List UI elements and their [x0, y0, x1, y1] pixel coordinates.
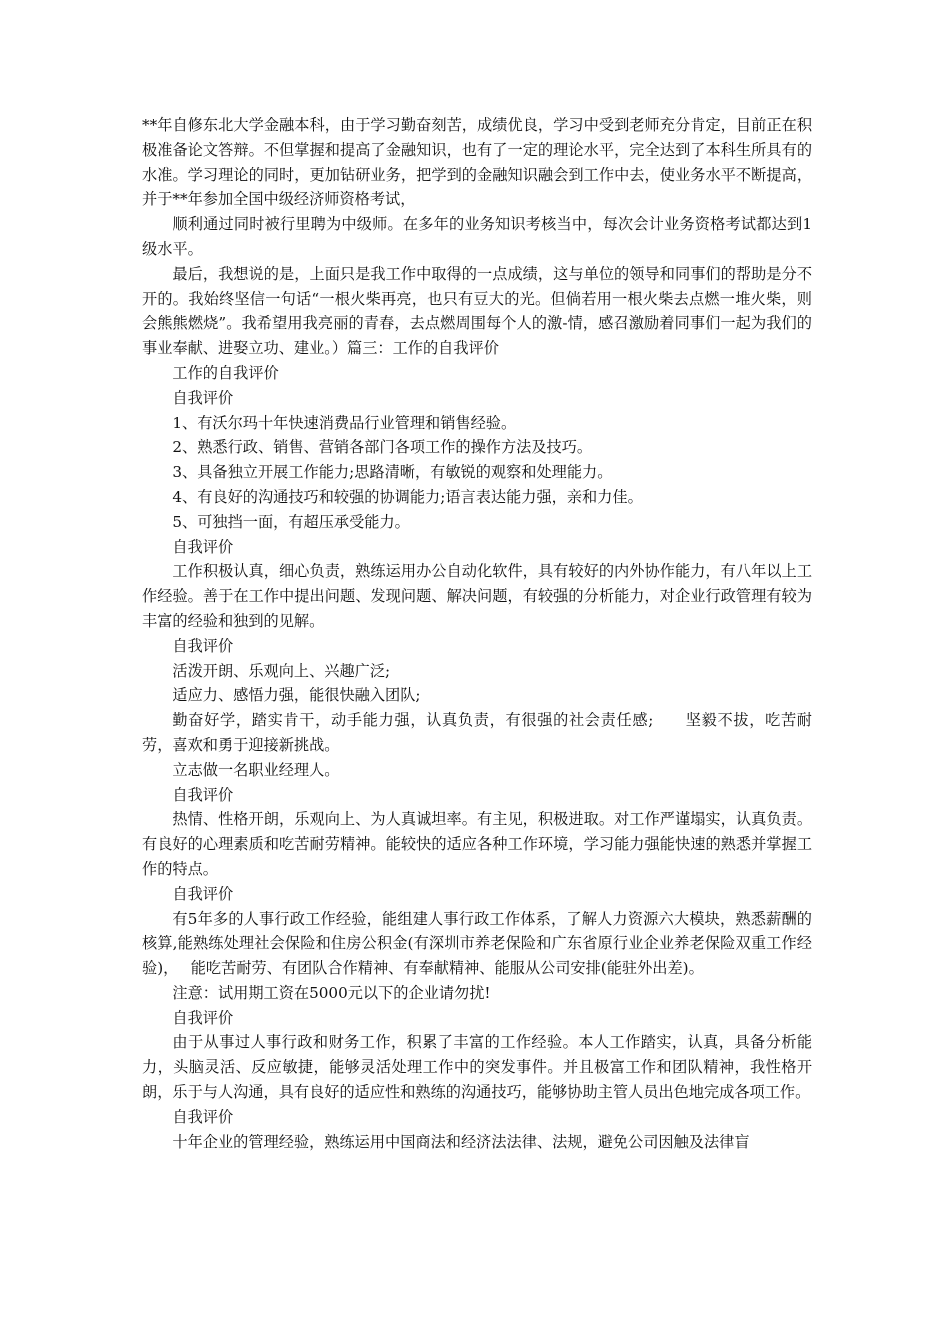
list-item: 4、有良好的沟通技巧和较强的协调能力;语言表达能力强，亲和力佳。: [172, 487, 643, 506]
paragraph: 活泼开朗、乐观向上、兴趣广泛;: [172, 661, 391, 680]
list-item: 5、可独挡一面，有超压承受能力。: [172, 512, 410, 531]
section-heading: 自我评价: [172, 1107, 234, 1126]
paragraph: 有5年多的人事行政工作经验，能组建人事行政工作体系，了解人力资源六大模块，熟悉薪酬的核算,能熟练处理社会保险和住房公积金(有深圳市养老保险和广东省原行业企业养老保险双重工作经验)， 能吃苦耐劳、有团队合作精神、有奉献精神、能服从公司安排(能驻外出差)。: [142, 909, 812, 978]
section-heading: 自我评价: [172, 636, 234, 655]
paragraph-1: **年自修东北大学金融本科，由于学习勤奋刻苦，成绩优良，学习中受到老师充分肯定，目前正在积极准备论文答辩。不但掌握和提高了金融知识，也有了一定的理论水平，完全达到了本科生所具有的水准。学习理论的同时，更加钻研业务，把学到的金融知识融会到工作中去，使业务水平不断提高，并于**年参加全国中级经济师资格考试，: [142, 116, 812, 209]
list-item: 2、熟悉行政、销售、营销各部门各项工作的操作方法及技巧。: [172, 438, 593, 457]
paragraph: 热情、性格开朗，乐观向上、为人真诚坦率。有主见，积极进取。对工作严谨塌实，认真负责。有良好的心理素质和吃苦耐劳精神。能较快的适应各种工作环境，学习能力强能快速的熟悉并掌握工作的特点。: [142, 810, 812, 878]
list-item: 3、具备独立开展工作能力;思路清晰，有敏锐的观察和处理能力。: [172, 463, 613, 482]
section-heading: 自我评价: [172, 884, 234, 903]
section-heading: 自我评价: [172, 785, 234, 804]
section-heading: 自我评价: [172, 1008, 234, 1027]
notice: 注意：试用期工资在5000元以下的企业请勿扰!: [172, 983, 491, 1002]
list-item: 1、有沃尔玛十年快速消费品行业管理和销售经验。: [172, 413, 517, 432]
section-heading: 自我评价: [172, 537, 234, 556]
section-title: 工作的自我评价: [172, 363, 279, 382]
paragraph: 立志做一名职业经理人。: [172, 760, 340, 779]
document-body: [142, 113, 812, 1154]
paragraph-2: 顺利通过同时被行里聘为中级师。在多年的业务知识考核当中，每次会计业务资格考试都达到1级水平。: [142, 215, 812, 258]
paragraph: 十年企业的管理经验，熟练运用中国商法和经济法法律、法规，避免公司因触及法律盲: [172, 1132, 750, 1151]
paragraph: 勤奋好学，踏实肯干，动手能力强，认真负责，有很强的社会责任感; 坚毅不拔，吃苦耐劳，喜欢和勇于迎接新挑战。: [142, 711, 812, 754]
paragraph: 工作积极认真，细心负责，熟练运用办公自动化软件，具有较好的内外协作能力，有八年以上工作经验。善于在工作中提出问题、发现问题、解决问题，有较强的分析能力，对企业行政管理有较为丰富的经验和独到的见解。: [142, 562, 812, 630]
section-heading: 自我评价: [172, 388, 234, 407]
paragraph: 适应力、感悟力强，能很快融入团队;: [172, 686, 421, 705]
paragraph-3: 最后，我想说的是，上面只是我工作中取得的一点成绩，这与单位的领导和同事们的帮助是分不开的。我始终坚信一句话“一根火柴再亮，也只有豆大的光。但倘若用一根火柴去点燃一堆火柴，则会熊熊燃烧”。我希望用我亮丽的青春，去点燃周围每个人的激-情，感召激励着同事们一起为我们的事业奉献、进娶立功、建业。）篇三：工作的自我评价: [142, 264, 812, 358]
paragraph: 由于从事过人事行政和财务工作，积累了丰富的工作经验。本人工作踏实，认真，具备分析能力，头脑灵活、反应敏捷，能够灵活处理工作中的突发事件。并且极富工作和团队精神，我性格开朗，乐于与人沟通，具有良好的适应性和熟练的沟通技巧，能够协助主管人员出色地完成各项工作。: [142, 1033, 812, 1102]
